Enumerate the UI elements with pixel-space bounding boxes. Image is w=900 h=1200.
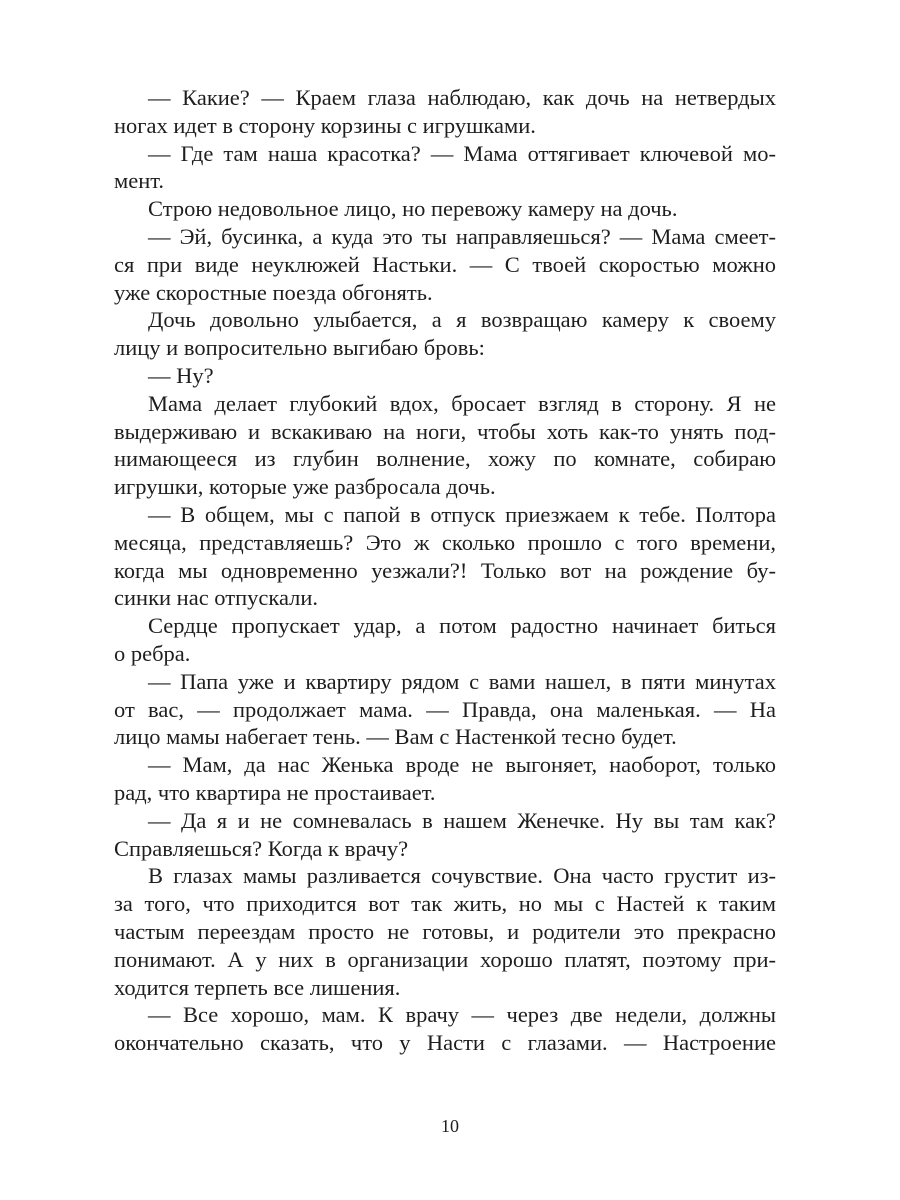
text-line-content: уже скоростные поезда обгонять. (114, 279, 433, 305)
text-line (114, 501, 776, 529)
text-line-content: ногах идет в сторону корзины с игрушками. (114, 112, 536, 138)
text-line-content: — Мам, да нас Женька вроде не выгоняет, наоборот, только (148, 752, 776, 778)
text-line-content: Сердце пропускает удар, а потом радостно начинает биться (148, 613, 776, 639)
text-line-content: — Эй, бусинка, а куда это ты направляешься? — Мама смеет- (148, 223, 776, 249)
text-line-content: мент. (114, 168, 165, 194)
text-line (114, 306, 776, 334)
text-line-content: — Да я и не сомневалась в нашем Женечке. Ну вы там как? (148, 807, 776, 833)
text-line-content: Строю недовольное лицо, но перевожу камеру на дочь. (148, 196, 678, 222)
text-line (114, 390, 776, 418)
text-line (114, 612, 776, 640)
text-line (114, 751, 776, 779)
text-line-content: В глазах мамы разливается сочувствие. Она часто грустит из- (148, 863, 776, 889)
text-line (114, 418, 776, 446)
text-line (114, 696, 776, 724)
text-line-content: Дочь довольно улыбается, а я возвращаю камеру к своему (148, 307, 776, 333)
text-line (114, 974, 776, 1002)
text-line (114, 779, 776, 807)
text-line-content: когда мы одновременно уезжали?! Только вот на рождение бу- (114, 557, 776, 583)
text-line (114, 890, 776, 918)
text-line-content: от вас, — продолжает мама. — Правда, она маленькая. — На (114, 696, 776, 722)
text-line (114, 529, 776, 557)
text-line (114, 668, 776, 696)
text-line (114, 223, 776, 251)
text-line (114, 723, 776, 751)
text-line (114, 140, 776, 168)
text-line (114, 279, 776, 307)
text-line (114, 640, 776, 668)
text-line-content: Справляешься? Когда к врачу? (114, 835, 409, 861)
text-line (114, 918, 776, 946)
text-line (114, 946, 776, 974)
text-line-content: ся при виде неуклюжей Настьки. — С твоей скоростью можно (114, 251, 776, 277)
text-line-content: окончательно сказать, что у Насти с глазами. — Настроение (114, 1030, 776, 1056)
text-line (114, 167, 776, 195)
text-line (114, 557, 776, 585)
text-line-content: лицо мамы набегает тень. — Вам с Настенкой тесно будет. (114, 724, 677, 750)
text-line (114, 835, 776, 863)
text-line-content: — Ну? (148, 362, 214, 388)
text-line-content: о ребра. (114, 640, 191, 666)
text-line (114, 473, 776, 501)
text-line-content: — Все хорошо, мам. К врачу — через две недели, должны (148, 1002, 776, 1028)
text-line (114, 862, 776, 890)
text-line (114, 1029, 776, 1057)
text-line-content: игрушки, которые уже разбросала дочь. (114, 474, 496, 500)
text-line (114, 112, 776, 140)
text-line (114, 334, 776, 362)
text-line (114, 251, 776, 279)
text-line-content: лицу и вопросительно выгибаю бровь: (114, 335, 485, 361)
text-line (114, 1001, 776, 1029)
text-line (114, 584, 776, 612)
text-line (114, 195, 776, 223)
text-line-content: — Где там наша красотка? — Мама оттягивает ключевой мо- (148, 140, 776, 166)
text-line-content: выдерживаю и вскакиваю на ноги, чтобы хоть как-то унять под- (114, 418, 776, 444)
text-line-content: — Какие? — Краем глаза наблюдаю, как дочь на нетвердых (148, 85, 776, 110)
text-line (114, 362, 776, 390)
text-line-content: частым переездам просто не готовы, и родители это прекрасно (114, 918, 776, 944)
text-line-content: месяца, представляешь? Это ж сколько прошло с того времени, (114, 529, 776, 555)
text-line (114, 807, 776, 835)
text-line-content: понимают. А у них в организации хорошо платят, поэтому при- (114, 946, 776, 972)
text-line-content: рад, что квартира не простаивает. (114, 779, 436, 805)
text-line-content: нимающееся из глубин волнение, хожу по комнате, собираю (114, 446, 776, 472)
text-line (114, 84, 776, 112)
page-number: 10 (441, 1116, 459, 1136)
text-line (114, 445, 776, 473)
text-line-content: — Папа уже и квартиру рядом с вами нашел, в пяти минутах (148, 668, 776, 694)
text-line-content: за того, что приходится вот так жить, но мы с Настей к таким (114, 891, 776, 917)
text-line-content: ходится терпеть все лишения. (114, 974, 401, 1000)
text-line-content: Мама делает глубокий вдох, бросает взгляд в сторону. Я не (148, 390, 776, 416)
body-text (114, 84, 776, 1057)
text-line-content: синки нас отпускали. (114, 585, 319, 611)
text-line-content: — В общем, мы с папой в отпуск приезжаем к тебе. Полтора (148, 501, 776, 527)
